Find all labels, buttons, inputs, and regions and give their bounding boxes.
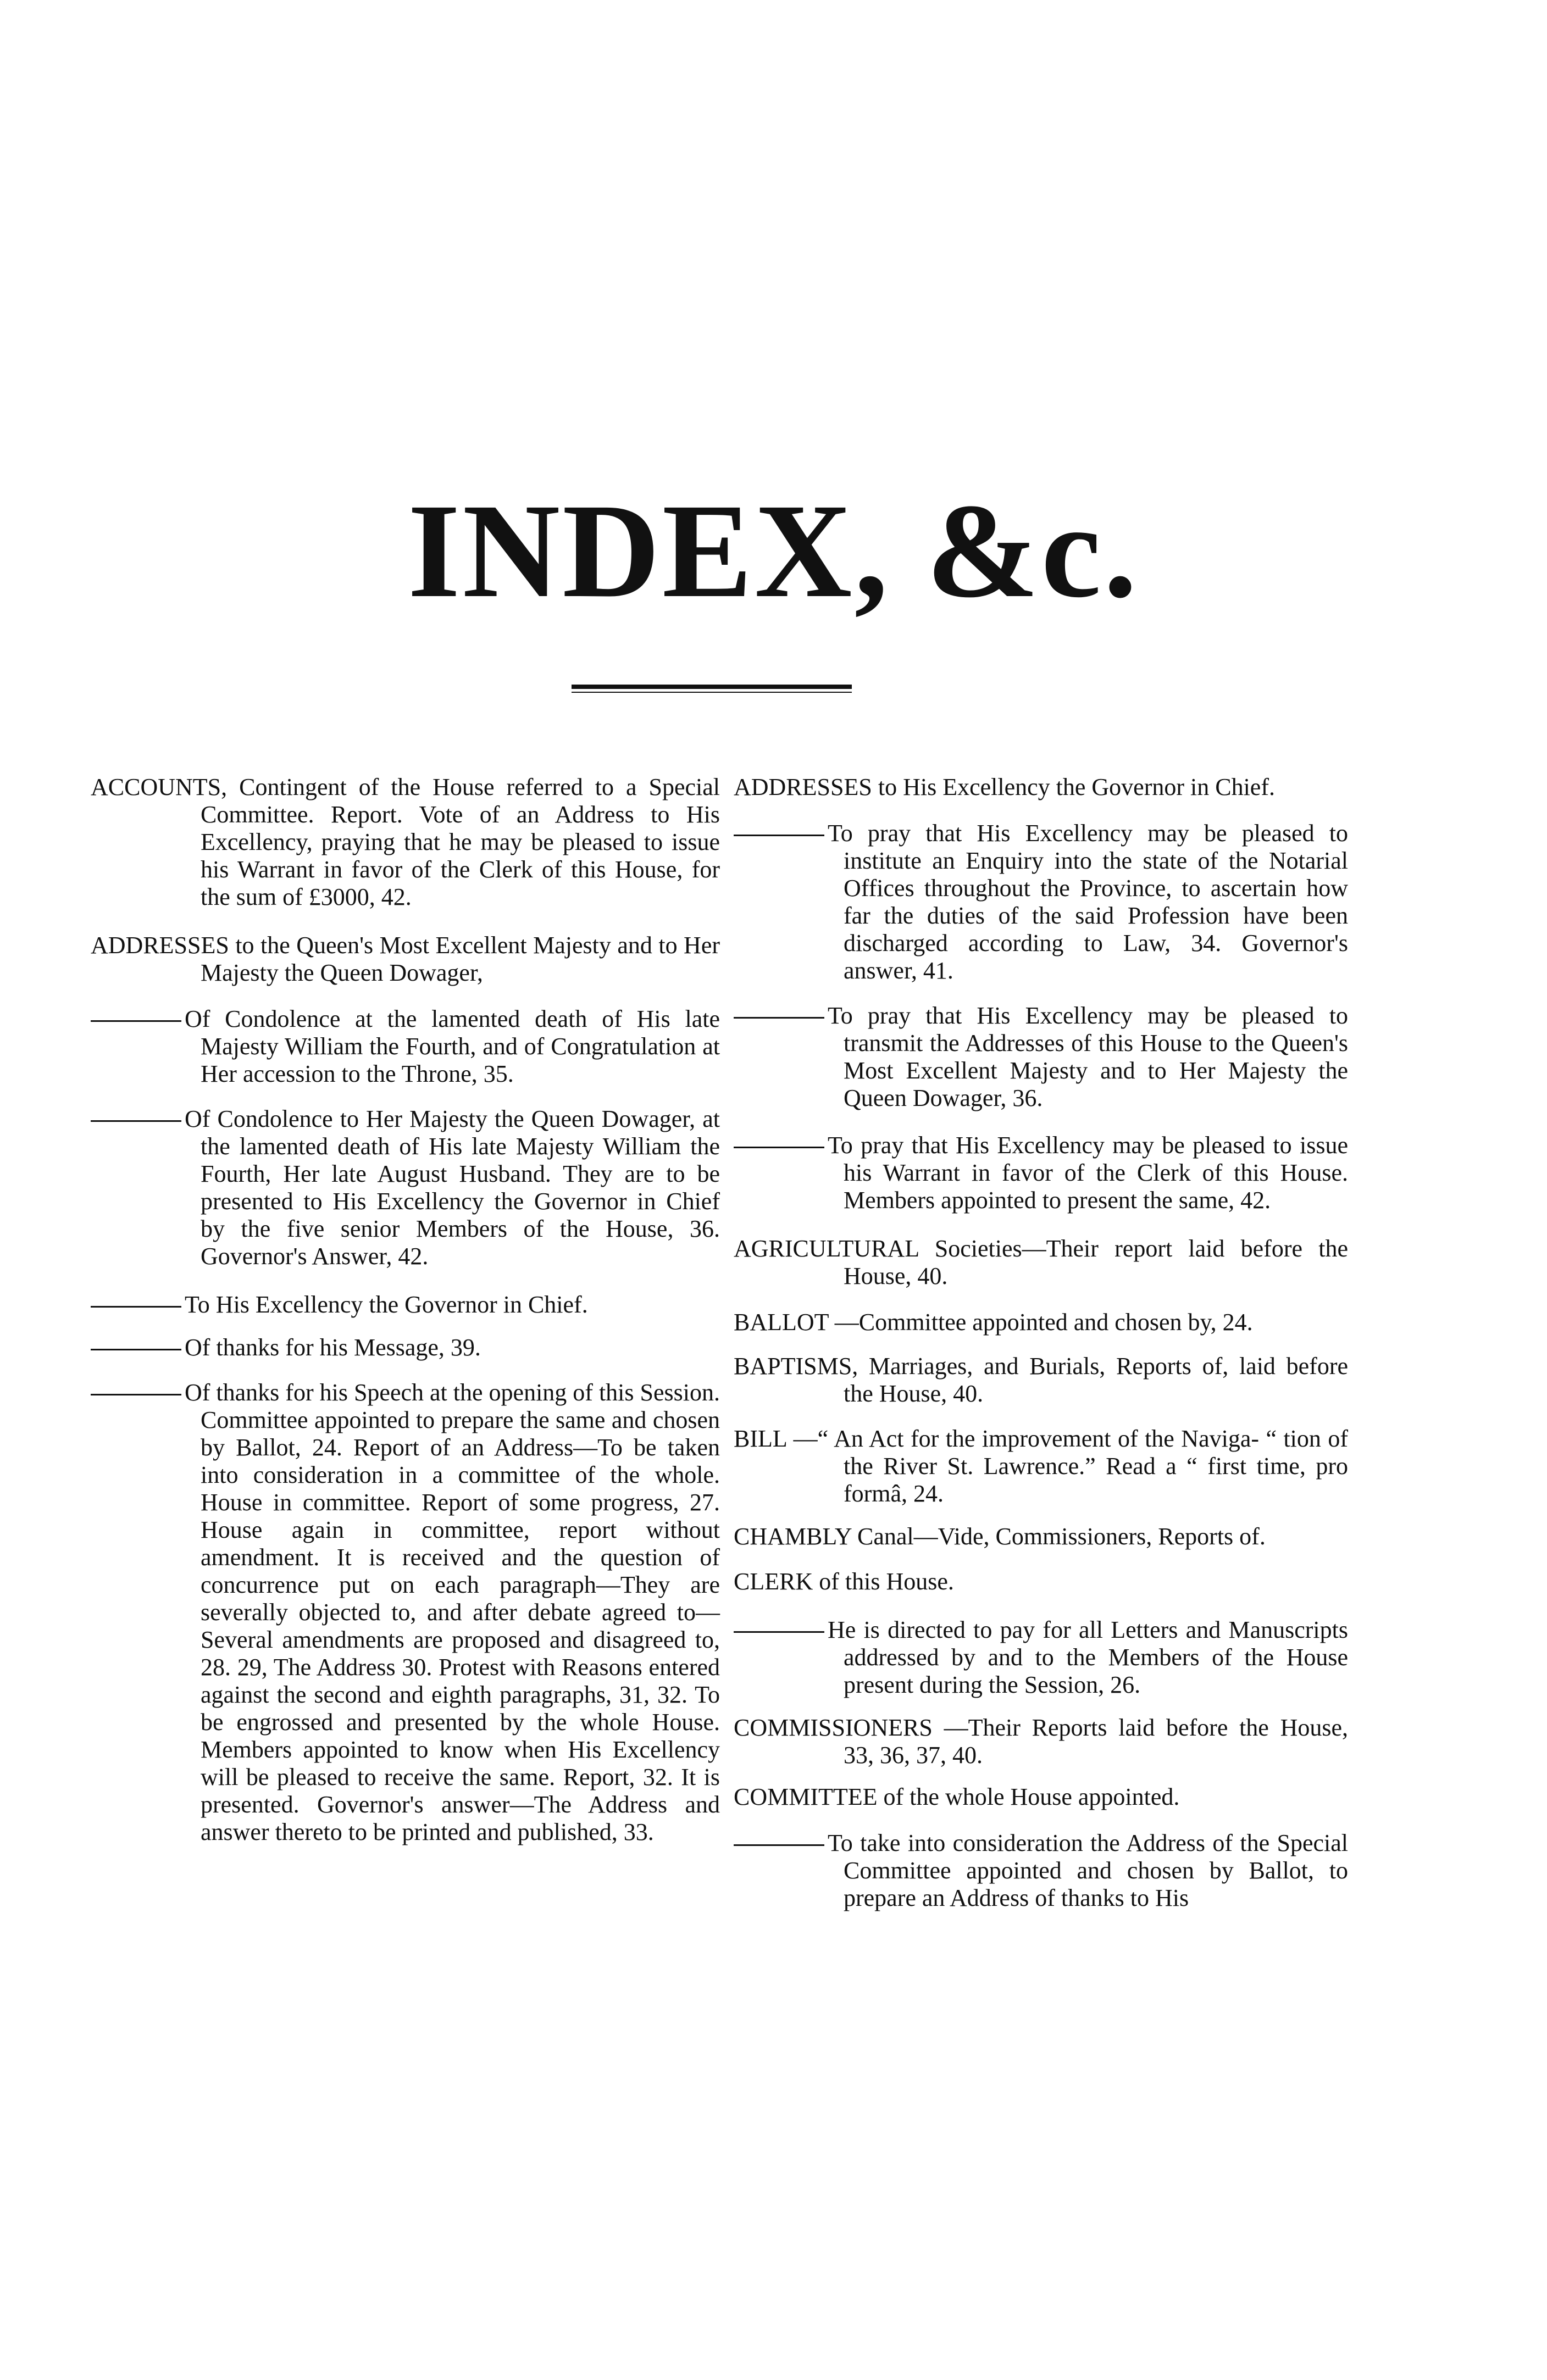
entry-text: To take into consideration the Address of the Special Committee appointed and chosen by Ballot, to prepare an Address of thanks to His — [828, 1830, 1348, 1911]
index-entry-ballot — [734, 1309, 1348, 1336]
entry-heading: ADDRESSES — [91, 932, 229, 959]
entry-text: Canal—Vide, Commissioners, Reports of. — [857, 1523, 1266, 1550]
index-entry-to-governor — [91, 1291, 720, 1319]
title-rule-thick — [572, 685, 852, 689]
entry-heading: BAPTISMS, — [734, 1353, 858, 1380]
page-title: INDEX, &c. — [407, 476, 1140, 626]
right-column — [734, 774, 1348, 1912]
ditto-dash — [91, 1120, 181, 1122]
entry-text: of this House. — [819, 1568, 954, 1595]
entry-text: —Their Reports laid before the House, 33, 36, 37, 40. — [844, 1714, 1349, 1769]
index-entry-condolence-william — [91, 1005, 720, 1088]
index-entry-enquiry-notarial — [734, 820, 1348, 985]
ditto-dash — [734, 1844, 824, 1846]
index-entry-committee-whole — [734, 1783, 1348, 1811]
left-column — [91, 774, 720, 1846]
ditto-dash — [91, 1020, 181, 1022]
ditto-dash — [734, 1631, 824, 1633]
index-entry-commissioners — [734, 1714, 1348, 1769]
entry-text: Of Condolence at the lamented death of His late Majesty William the Fourth, and of Congratulation at Her accession to the Throne, 35. — [185, 1005, 720, 1087]
title-rule-thin — [572, 692, 852, 693]
index-entry-thanks-speech — [91, 1379, 720, 1846]
entry-heading: COMMISSIONERS — [734, 1714, 933, 1741]
entry-text: Societies—Their report laid before the House, 40. — [844, 1235, 1348, 1289]
entry-text: He is directed to pay for all Letters and Manuscripts addressed by and to the Members of the House present during the Session, 26. — [828, 1616, 1348, 1698]
entry-text: To pray that His Excellency may be pleased to institute an Enquiry into the state of the Notarial Offices throughout the Province, to ascertain how far the duties of the said Profession have been discharged according to Law, 34. Governor's answer, 41. — [828, 820, 1348, 984]
entry-text: of the whole House appointed. — [883, 1783, 1180, 1810]
entry-text: Of thanks for his Message, 39. — [185, 1334, 481, 1361]
entry-heading: BILL — [734, 1425, 787, 1452]
ditto-dash — [91, 1349, 181, 1350]
index-entry-agricultural — [734, 1235, 1348, 1290]
entry-text: to His Excellency the Governor in Chief. — [878, 774, 1275, 800]
entry-text: Of Condolence to Her Majesty the Queen Dowager, at the lamented death of His late Majesty William the Fourth, Her late August Husband. They are to be presented to His Excellency the Governor in Chief by the five senior Members of the House, 36. Governor's Answer, 42. — [185, 1105, 720, 1270]
index-entry-bill — [734, 1425, 1348, 1508]
ditto-dash — [91, 1306, 181, 1308]
entry-heading: ADDRESSES — [734, 774, 872, 800]
title-rule — [572, 682, 852, 696]
index-entry-baptisms — [734, 1353, 1348, 1408]
entry-text: To His Excellency the Governor in Chief. — [185, 1291, 588, 1318]
index-entry-thanks-message — [91, 1334, 720, 1361]
index-entry-condolence-dowager — [91, 1105, 720, 1270]
index-entry-warrant-clerk — [734, 1132, 1348, 1214]
entry-text: Of thanks for his Speech at the opening of this Session. Committee appointed to prepare the same and chosen by Ballot, 24. Report of an Address—To be taken into consideration in a committee of the whole. House in committee. Report of some progress, 27. House again in committee, report without amendment. It is received and the question of concurrence put on each paragraph—They are severally objected to, and after debate agreed to—Several amendments are proposed and disagreed to, 28. 29, The Address 30. Protest with Reasons entered against the second and eighth paragraphs, 31, 32. To be engrossed and presented by the whole House. Members appointed to know when His Excellency will be pleased to receive the same. Report, 32. It is presented. Governor's answer—The Address and answer thereto to be printed and published, 33. — [185, 1379, 720, 1845]
entry-heading: COMMITTEE — [734, 1783, 878, 1810]
entry-text: to the Queen's Most Excellent Majesty and to Her Majesty the Queen Dowager, — [201, 932, 720, 986]
index-entry-clerk-letters — [734, 1616, 1348, 1699]
entry-heading: AGRICULTURAL — [734, 1235, 919, 1262]
entry-text: —Committee appointed and chosen by, 24. — [834, 1309, 1253, 1336]
entry-heading: ACCOUNTS, — [91, 774, 228, 800]
entry-heading: CLERK — [734, 1568, 813, 1595]
index-entry-chambly — [734, 1523, 1348, 1550]
index-entry-committee-consider — [734, 1830, 1348, 1912]
entry-text: —“ An Act for the improvement of the Naviga- “ tion of the River St. Lawrence.” Read a “ first time, pro formâ, 24. — [793, 1425, 1349, 1507]
entry-text: To pray that His Excellency may be pleased to issue his Warrant in favor of the Clerk of this House. Members appointed to present the same, 42. — [828, 1132, 1348, 1214]
ditto-dash — [734, 835, 824, 836]
entry-text: Contingent of the House referred to a Special Committee. Report. Vote of an Address to His Excellency, praying that he may be pleased to issue his Warrant in favor of the Clerk of this House, for the sum of £3000, 42. — [201, 774, 720, 910]
index-entry-accounts — [91, 774, 720, 911]
index-entry-clerk — [734, 1568, 1348, 1595]
index-entry-addresses-governor — [734, 774, 1348, 801]
ditto-dash — [734, 1147, 824, 1148]
index-entry-transmit-addresses — [734, 1002, 1348, 1112]
ditto-dash — [91, 1394, 181, 1395]
entry-text: To pray that His Excellency may be pleased to transmit the Addresses of this House to the Queen's Most Excellent Majesty and to Her Majesty the Queen Dowager, 36. — [828, 1002, 1348, 1111]
entry-heading: BALLOT — [734, 1309, 829, 1336]
index-entry-addresses-queen — [91, 932, 720, 987]
entry-heading: CHAMBLY — [734, 1523, 851, 1550]
ditto-dash — [734, 1017, 824, 1019]
entry-text: Marriages, and Burials, Reports of, laid before the House, 40. — [844, 1353, 1349, 1407]
